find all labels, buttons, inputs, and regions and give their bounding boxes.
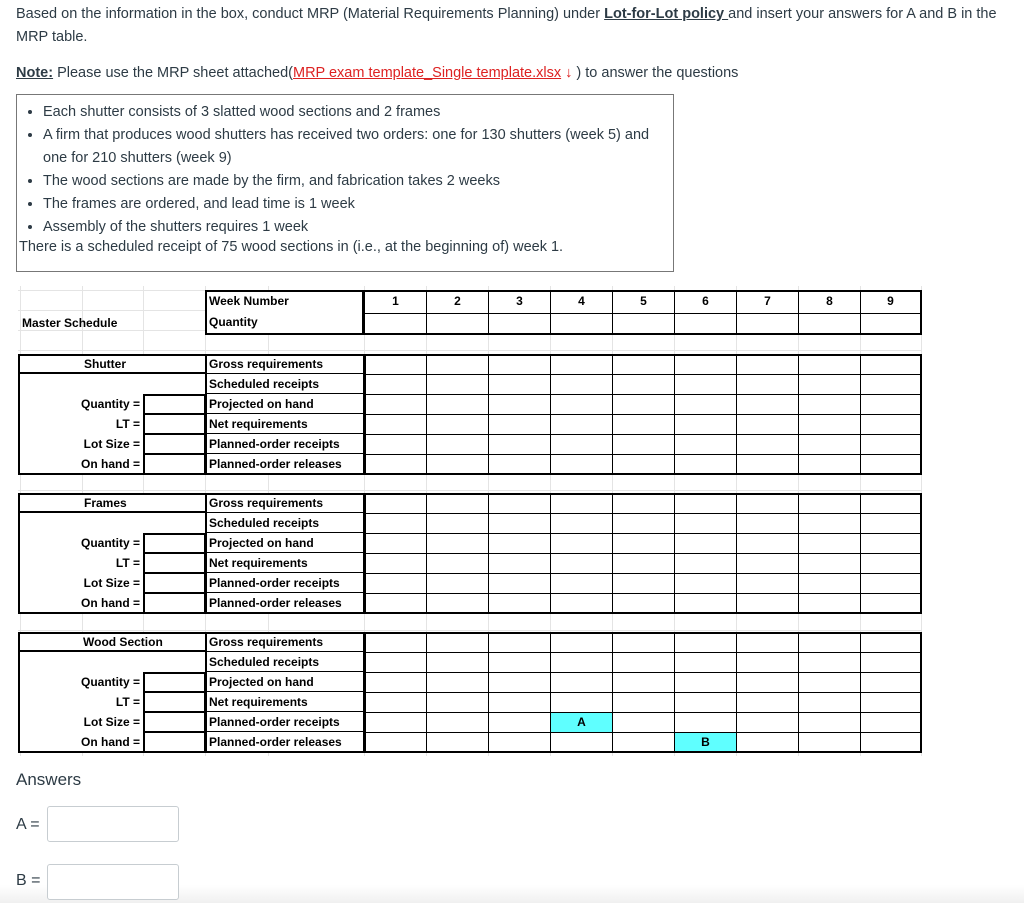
mrp-cell[interactable] <box>612 692 675 713</box>
mrp-cell[interactable] <box>488 394 551 415</box>
mrp-cell[interactable] <box>550 513 613 534</box>
mrp-cell[interactable] <box>612 394 675 415</box>
mrp-cell[interactable] <box>488 354 551 375</box>
mrp-cell[interactable] <box>612 374 675 395</box>
week-header: 3 <box>488 290 551 314</box>
download-arrow-icon[interactable]: ↓ <box>565 65 573 81</box>
answer-cell-a[interactable]: A <box>550 712 613 733</box>
mrp-cell[interactable] <box>364 732 427 753</box>
info-bullet: • Assembly of the shutters requires 1 week <box>43 216 673 239</box>
row-label: Planned-order releases <box>207 732 364 752</box>
mrp-cell[interactable] <box>612 712 675 733</box>
param-label: Quantity = <box>80 397 140 411</box>
mrp-cell[interactable] <box>426 692 489 713</box>
mrp-cell[interactable] <box>364 692 427 713</box>
row-label: Planned-order releases <box>207 454 364 474</box>
mrp-cell[interactable] <box>798 434 861 455</box>
row-label: Projected on hand <box>207 533 364 553</box>
scheduled-receipt-note: There is a scheduled receipt of 75 wood sections in (i.e., at the beginning of) week 1. <box>19 239 564 255</box>
answers-heading: Answers <box>16 770 82 789</box>
mrp-cell[interactable] <box>364 712 427 733</box>
mrp-cell[interactable] <box>674 652 737 673</box>
row-label: Scheduled receipts <box>207 513 364 533</box>
mrp-cell[interactable] <box>488 414 551 435</box>
answer-b-input[interactable] <box>47 864 179 900</box>
param-label: Lot Size = <box>83 437 140 451</box>
mrp-cell[interactable] <box>674 692 737 713</box>
param-input-quantity[interactable] <box>143 394 205 414</box>
week-number-label: Week Number <box>205 290 364 314</box>
mrp-cell[interactable] <box>550 632 613 653</box>
mrp-cell[interactable] <box>426 632 489 653</box>
mrp-cell[interactable] <box>612 513 675 534</box>
mrp-cell[interactable] <box>860 354 922 375</box>
info-bullet: • Each shutter consists of 3 slatted wood sections and 2 frames <box>43 101 673 124</box>
mrp-cell[interactable] <box>612 493 675 514</box>
week-header: 6 <box>674 290 737 314</box>
mrp-cell[interactable] <box>798 394 861 415</box>
mrp-cell[interactable] <box>426 454 489 475</box>
gridline <box>18 490 921 491</box>
param-label: LT = <box>115 695 140 709</box>
mrp-cell[interactable] <box>364 493 427 514</box>
mrp-cell[interactable] <box>364 394 427 415</box>
mrp-cell[interactable] <box>364 434 427 455</box>
mrp-cell[interactable] <box>736 732 799 753</box>
param-input-onhand[interactable] <box>143 732 205 752</box>
mrp-cell[interactable] <box>488 533 551 554</box>
mrp-cell[interactable] <box>736 672 799 693</box>
mrp-cell[interactable] <box>860 513 922 534</box>
param-label: LT = <box>115 556 140 570</box>
mrp-cell[interactable] <box>736 692 799 713</box>
gridline <box>18 630 921 631</box>
mrp-cell[interactable] <box>674 354 737 375</box>
answer-a-input[interactable] <box>47 806 179 842</box>
mrp-cell[interactable] <box>736 712 799 733</box>
row-label: Planned-order releases <box>207 593 364 613</box>
row-label: Planned-order receipts <box>207 712 364 732</box>
mrp-cell[interactable] <box>860 394 922 415</box>
master-quantity-cell[interactable] <box>736 313 799 335</box>
mrp-cell[interactable] <box>674 712 737 733</box>
mrp-cell[interactable] <box>550 354 613 375</box>
mrp-cell[interactable] <box>364 652 427 673</box>
mrp-cell[interactable] <box>612 414 675 435</box>
mrp-cell[interactable] <box>550 434 613 455</box>
mrp-cell[interactable] <box>674 374 737 395</box>
mrp-cell[interactable] <box>612 434 675 455</box>
mrp-cell[interactable] <box>736 533 799 554</box>
mrp-cell[interactable] <box>674 672 737 693</box>
mrp-cell[interactable] <box>674 533 737 554</box>
mrp-cell[interactable] <box>674 414 737 435</box>
mrp-cell[interactable] <box>550 374 613 395</box>
answer-cell-b[interactable]: B <box>674 732 737 753</box>
mrp-cell[interactable] <box>736 632 799 653</box>
mrp-cell[interactable] <box>798 493 861 514</box>
mrp-cell[interactable] <box>426 493 489 514</box>
mrp-cell[interactable] <box>612 533 675 554</box>
mrp-cell[interactable] <box>488 553 551 574</box>
mrp-cell[interactable] <box>550 573 613 594</box>
row-label: Gross requirements <box>207 632 364 652</box>
row-label: Scheduled receipts <box>207 652 364 672</box>
mrp-cell[interactable] <box>550 593 613 614</box>
info-bullet: • A firm that produces wood shutters has received two orders: one for 130 shutters (week 5) and one for 210 shutters (week 9) <box>43 124 673 170</box>
param-input-lotsize[interactable] <box>143 573 205 593</box>
param-label: LT = <box>115 417 140 431</box>
master-quantity-cell[interactable] <box>798 313 861 335</box>
mrp-cell[interactable] <box>488 692 551 713</box>
week-header: 8 <box>798 290 861 314</box>
mrp-cell[interactable] <box>860 434 922 455</box>
mrp-cell[interactable] <box>798 454 861 475</box>
mrp-cell[interactable] <box>612 354 675 375</box>
mrp-cell[interactable] <box>674 573 737 594</box>
master-quantity-cell[interactable] <box>550 313 613 335</box>
mrp-cell[interactable] <box>550 553 613 574</box>
mrp-cell[interactable] <box>488 632 551 653</box>
mrp-cell[interactable] <box>426 593 489 614</box>
mrp-cell[interactable] <box>488 732 551 753</box>
mrp-cell[interactable] <box>550 394 613 415</box>
mrp-cell[interactable] <box>426 672 489 693</box>
row-label: Planned-order receipts <box>207 434 364 454</box>
frames-name: Frames <box>18 493 205 513</box>
mrp-cell[interactable] <box>860 712 922 733</box>
mrp-cell[interactable] <box>860 732 922 753</box>
mrp-cell[interactable] <box>736 652 799 673</box>
week-header: 1 <box>364 290 427 314</box>
param-input-lotsize[interactable] <box>143 712 205 732</box>
mrp-cell[interactable] <box>860 632 922 653</box>
mrp-cell[interactable] <box>736 434 799 455</box>
param-label: On hand = <box>80 735 140 749</box>
mrp-cell[interactable] <box>798 414 861 435</box>
mrp-cell[interactable] <box>798 732 861 753</box>
mrp-cell[interactable] <box>798 652 861 673</box>
mrp-cell[interactable] <box>612 454 675 475</box>
mrp-cell[interactable] <box>364 573 427 594</box>
mrp-cell[interactable] <box>798 374 861 395</box>
week-header: 4 <box>550 290 613 314</box>
answer-a-label: A = <box>16 816 40 833</box>
param-input-lt[interactable] <box>143 692 205 712</box>
mrp-cell[interactable] <box>798 573 861 594</box>
mrp-cell[interactable] <box>488 593 551 614</box>
mrp-cell[interactable] <box>364 593 427 614</box>
mrp-cell[interactable] <box>488 672 551 693</box>
row-label: Projected on hand <box>207 672 364 692</box>
master-schedule-label: Master Schedule <box>22 316 118 330</box>
mrp-cell[interactable] <box>612 672 675 693</box>
mrp-cell[interactable] <box>798 593 861 614</box>
master-quantity-cell[interactable] <box>426 313 489 335</box>
mrp-cell[interactable] <box>364 553 427 574</box>
mrp-cell[interactable] <box>860 553 922 574</box>
mrp-cell[interactable] <box>550 454 613 475</box>
info-box <box>16 94 674 272</box>
mrp-cell[interactable] <box>426 712 489 733</box>
mrp-cell[interactable] <box>364 672 427 693</box>
param-label: On hand = <box>80 596 140 610</box>
mrp-cell[interactable] <box>426 374 489 395</box>
mrp-cell[interactable] <box>674 454 737 475</box>
mrp-cell[interactable] <box>612 593 675 614</box>
mrp-cell[interactable] <box>426 414 489 435</box>
mrp-cell[interactable] <box>550 414 613 435</box>
mrp-cell[interactable] <box>364 354 427 375</box>
mrp-cell[interactable] <box>860 374 922 395</box>
mrp-cell[interactable] <box>736 414 799 435</box>
param-label: Quantity = <box>80 536 140 550</box>
answer-b-label: B = <box>16 872 41 889</box>
mrp-cell[interactable] <box>860 493 922 514</box>
mrp-cell[interactable] <box>798 672 861 693</box>
param-input-quantity[interactable] <box>143 672 205 692</box>
mrp-cell[interactable] <box>736 394 799 415</box>
week-header: 7 <box>736 290 799 314</box>
mrp-cell[interactable] <box>612 553 675 574</box>
mrp-cell[interactable] <box>736 454 799 475</box>
param-input-lt[interactable] <box>143 414 205 434</box>
mrp-cell[interactable] <box>612 632 675 653</box>
mrp-cell[interactable] <box>426 394 489 415</box>
mrp-cell[interactable] <box>798 692 861 713</box>
mrp-cell[interactable] <box>736 374 799 395</box>
mrp-cell[interactable] <box>426 652 489 673</box>
instruction-text-2: the MRP table. <box>16 6 997 45</box>
mrp-cell[interactable] <box>674 513 737 534</box>
mrp-cell[interactable] <box>488 493 551 514</box>
mrp-cell[interactable] <box>798 513 861 534</box>
mrp-cell[interactable] <box>860 414 922 435</box>
mrp-cell[interactable] <box>488 454 551 475</box>
master-quantity-cell[interactable] <box>612 313 675 335</box>
wood-section-name: Wood Section <box>18 632 205 652</box>
mrp-cell[interactable] <box>798 533 861 554</box>
info-bullet: • The wood sections are made by the firm, and fabrication takes 2 weeks <box>43 170 673 193</box>
mrp-cell[interactable] <box>674 593 737 614</box>
mrp-cell[interactable] <box>426 732 489 753</box>
param-input-onhand[interactable] <box>143 593 205 613</box>
mrp-cell[interactable] <box>674 493 737 514</box>
mrp-cell[interactable] <box>488 652 551 673</box>
row-label: Planned-order receipts <box>207 573 364 593</box>
row-label: Gross requirements <box>207 354 364 374</box>
row-label: Scheduled receipts <box>207 374 364 394</box>
mrp-cell[interactable] <box>488 573 551 594</box>
row-label: Net requirements <box>207 414 364 434</box>
row-label: Net requirements <box>207 553 364 573</box>
param-input-quantity[interactable] <box>143 533 205 553</box>
mrp-cell[interactable] <box>860 593 922 614</box>
mrp-cell[interactable] <box>426 533 489 554</box>
mrp-cell[interactable] <box>550 732 613 753</box>
mrp-cell[interactable] <box>550 493 613 514</box>
mrp-cell[interactable] <box>488 712 551 733</box>
mrp-cell[interactable] <box>674 553 737 574</box>
mrp-cell[interactable] <box>550 652 613 673</box>
info-bullet: • The frames are ordered, and lead time is 1 week <box>43 193 673 216</box>
param-input-lt[interactable] <box>143 553 205 573</box>
master-quantity-cell[interactable] <box>674 313 737 335</box>
param-input-lotsize[interactable] <box>143 434 205 454</box>
mrp-cell[interactable] <box>488 434 551 455</box>
gridline <box>18 350 921 351</box>
mrp-cell[interactable] <box>736 573 799 594</box>
mrp-cell[interactable] <box>860 652 922 673</box>
mrp-cell[interactable] <box>426 434 489 455</box>
mrp-cell[interactable] <box>364 513 427 534</box>
mrp-cell[interactable] <box>364 454 427 475</box>
mrp-cell[interactable] <box>488 374 551 395</box>
mrp-cell[interactable] <box>736 513 799 534</box>
mrp-cell[interactable] <box>612 652 675 673</box>
mrp-cell[interactable] <box>426 573 489 594</box>
week-header: 2 <box>426 290 489 314</box>
mrp-cell[interactable] <box>364 414 427 435</box>
mrp-cell[interactable] <box>364 374 427 395</box>
week-header: 5 <box>612 290 675 314</box>
mrp-cell[interactable] <box>550 672 613 693</box>
mrp-cell[interactable] <box>550 692 613 713</box>
mrp-cell[interactable] <box>860 692 922 713</box>
note: Note: Please use the MRP sheet attached(MRP exam template_Single template.xlsx ↓ ) to answer the questions <box>16 65 739 81</box>
policy-emphasis: Lot-for-Lot policy <box>604 6 729 22</box>
mrp-cell[interactable] <box>612 732 675 753</box>
param-label: On hand = <box>80 457 140 471</box>
mrp-cell[interactable] <box>674 394 737 415</box>
mrp-cell[interactable] <box>426 513 489 534</box>
mrp-cell[interactable] <box>860 573 922 594</box>
mrp-cell[interactable] <box>364 533 427 554</box>
instruction-text: Based on the information in the box, conduct MRP (Material Requirements Planning) under Lot-for-Lot policy and insert your answers for A and B in the MRP table. <box>16 6 997 45</box>
mrp-cell[interactable] <box>860 533 922 554</box>
param-label: Lot Size = <box>83 576 140 590</box>
mrp-cell[interactable] <box>736 493 799 514</box>
mrp-cell[interactable] <box>426 553 489 574</box>
mrp-cell[interactable] <box>674 632 737 653</box>
week-header: 9 <box>860 290 922 314</box>
master-quantity-cell[interactable] <box>488 313 551 335</box>
row-label: Gross requirements <box>207 493 364 513</box>
mrp-cell[interactable] <box>860 454 922 475</box>
mrp-cell[interactable] <box>612 573 675 594</box>
mrp-cell[interactable] <box>798 712 861 733</box>
mrp-cell[interactable] <box>798 354 861 375</box>
master-quantity-cell[interactable] <box>860 313 922 335</box>
quantity-label: Quantity <box>205 313 364 335</box>
mrp-cell[interactable] <box>860 672 922 693</box>
param-label: Lot Size = <box>83 715 140 729</box>
mrp-cell[interactable] <box>736 354 799 375</box>
mrp-cell[interactable] <box>798 553 861 574</box>
mrp-cell[interactable] <box>736 593 799 614</box>
template-file-link[interactable]: MRP exam template_Single template.xlsx <box>293 65 562 81</box>
mrp-cell[interactable] <box>364 632 427 653</box>
mrp-cell[interactable] <box>426 354 489 375</box>
row-label: Net requirements <box>207 692 364 712</box>
master-quantity-cell[interactable] <box>364 313 427 335</box>
mrp-cell[interactable] <box>488 513 551 534</box>
row-label: Projected on hand <box>207 394 364 414</box>
mrp-cell[interactable] <box>550 533 613 554</box>
mrp-cell[interactable] <box>674 434 737 455</box>
param-input-onhand[interactable] <box>143 454 205 474</box>
mrp-cell[interactable] <box>798 632 861 653</box>
mrp-cell[interactable] <box>736 553 799 574</box>
param-label: Quantity = <box>80 675 140 689</box>
shutter-name: Shutter <box>18 354 205 374</box>
